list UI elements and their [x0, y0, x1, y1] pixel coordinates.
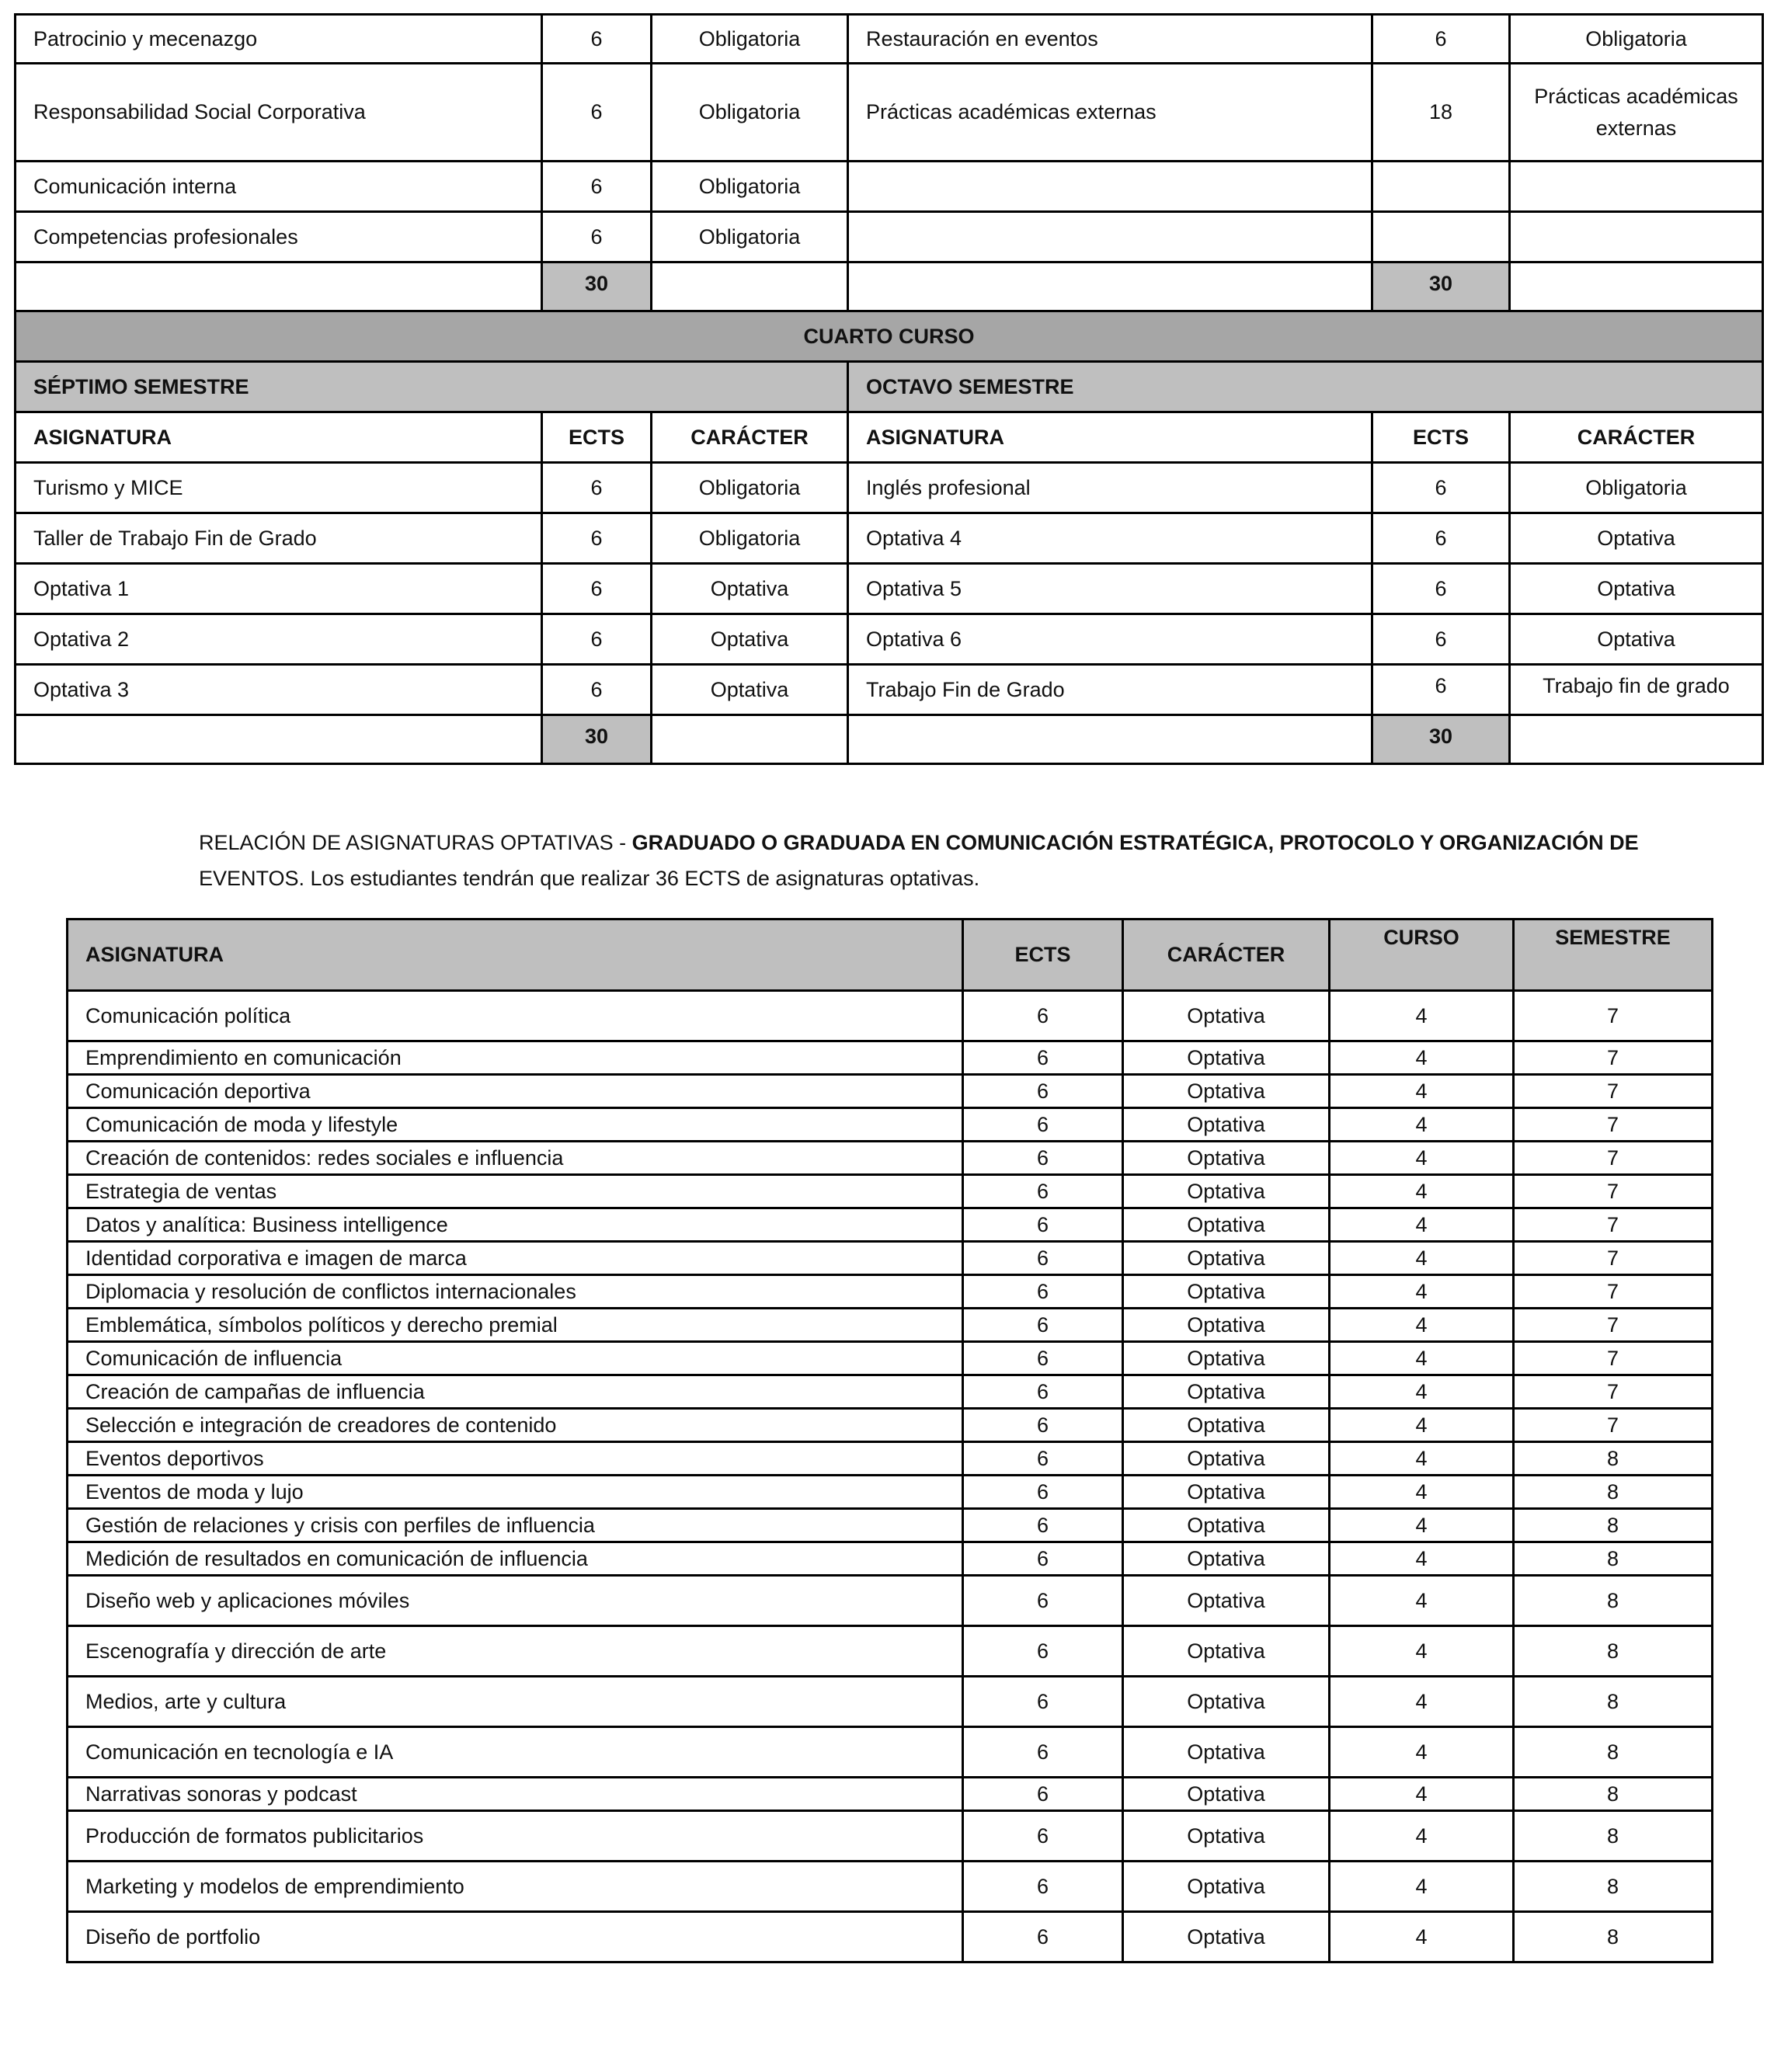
subject-name: Gestión de relaciones y crisis con perfiles de influencia: [68, 1509, 963, 1542]
curso-value: 4: [1330, 1309, 1514, 1342]
semester-header-row: [16, 362, 1763, 412]
character-value: Optativa: [1123, 1275, 1330, 1309]
header-asignatura: ASIGNATURA: [848, 412, 1372, 463]
subject-name: Creación de contenidos: redes sociales e influencia: [68, 1142, 963, 1175]
semestre-value: 8: [1514, 1542, 1713, 1576]
ects-value: 6: [963, 1275, 1123, 1309]
subject-name: Trabajo Fin de Grado: [848, 665, 1372, 715]
character-value: Obligatoria: [1510, 15, 1763, 64]
ects-value: 6: [542, 15, 652, 64]
ects-value: 6: [963, 1626, 1123, 1677]
character-value: Optativa: [1123, 1542, 1330, 1576]
ects-value: 6: [1372, 15, 1510, 64]
table-row: [68, 1476, 1713, 1509]
character-value: Optativa: [652, 665, 848, 715]
character-value: Optativa: [1123, 991, 1330, 1041]
subject-name: Comunicación interna: [16, 162, 542, 212]
study-plan-table: [14, 13, 1764, 765]
table-row: [16, 665, 1763, 715]
header-caracter: CARÁCTER: [1510, 412, 1763, 463]
subject-name: Escenografía y dirección de arte: [68, 1626, 963, 1677]
character-value: Optativa: [1123, 1476, 1330, 1509]
table-row: [16, 463, 1763, 513]
character-value: Obligatoria: [652, 212, 848, 262]
intro-note: EVENTOS. Los estudiantes tendrán que realizar 36 ECTS de asignaturas optativas.: [199, 867, 980, 890]
ects-value: 6: [542, 564, 652, 614]
subject-name: Estrategia de ventas: [68, 1175, 963, 1208]
semestre-value: 8: [1514, 1778, 1713, 1811]
character-value: Optativa: [1123, 1309, 1330, 1342]
ects-total: 30: [1372, 262, 1510, 311]
table-row: [68, 1626, 1713, 1677]
curso-value: 4: [1330, 1075, 1514, 1108]
subject-name: Comunicación en tecnología e IA: [68, 1727, 963, 1778]
empty-cell: [848, 262, 1372, 311]
column-header-row: [16, 412, 1763, 463]
column-header-row: [68, 920, 1713, 991]
character-value: Obligatoria: [652, 64, 848, 162]
curso-value: 4: [1330, 1275, 1514, 1309]
ects-value: 6: [963, 1509, 1123, 1542]
semestre-value: 7: [1514, 991, 1713, 1041]
subject-name: Inglés profesional: [848, 463, 1372, 513]
semestre-value: 8: [1514, 1727, 1713, 1778]
table-row: [68, 1208, 1713, 1242]
intro-degree-name: GRADUADO O GRADUADA EN COMUNICACIÓN ESTRATÉGICA, PROTOCOLO Y ORGANIZACIÓN DE: [631, 831, 1639, 854]
semestre-value: 7: [1514, 1075, 1713, 1108]
table-row: [16, 15, 1763, 64]
ects-value: 6: [963, 1108, 1123, 1142]
semestre-value: 8: [1514, 1811, 1713, 1862]
subject-name: Optativa 6: [848, 614, 1372, 665]
subject-name: Comunicación política: [68, 991, 963, 1041]
curso-value: 4: [1330, 1727, 1514, 1778]
character-value: Optativa: [1123, 1108, 1330, 1142]
header-caracter: CARÁCTER: [1123, 920, 1330, 991]
table-row: [68, 1862, 1713, 1912]
ects-value: 6: [542, 614, 652, 665]
ects-value: [1372, 162, 1510, 212]
character-value: Trabajo fin de grado: [1510, 665, 1763, 715]
character-value: Optativa: [1123, 1442, 1330, 1476]
header-curso: CURSO: [1330, 920, 1514, 991]
curso-value: 4: [1330, 1208, 1514, 1242]
semestre-value: 8: [1514, 1576, 1713, 1626]
character-value: Optativa: [1123, 1242, 1330, 1275]
subject-name: Optativa 2: [16, 614, 542, 665]
subject-name: Prácticas académicas externas: [848, 64, 1372, 162]
semestre-value: 7: [1514, 1175, 1713, 1208]
subject-name: Emprendimiento en comunicación: [68, 1041, 963, 1075]
ects-value: 6: [963, 1677, 1123, 1727]
table-row: [68, 1275, 1713, 1309]
ects-value: 6: [1372, 463, 1510, 513]
empty-cell: [652, 262, 848, 311]
semestre-value: 8: [1514, 1509, 1713, 1542]
ects-value: 6: [963, 1778, 1123, 1811]
ects-value: 6: [542, 513, 652, 564]
subject-name: Identidad corporativa e imagen de marca: [68, 1242, 963, 1275]
character-value: Prácticas académicas externas: [1510, 64, 1763, 162]
empty-cell: [652, 715, 848, 764]
character-value: Optativa: [1123, 1626, 1330, 1677]
subject-name: Optativa 5: [848, 564, 1372, 614]
table-row: [68, 991, 1713, 1041]
table-row: [68, 1175, 1713, 1208]
ects-value: 6: [963, 1442, 1123, 1476]
character-value: [1510, 212, 1763, 262]
curso-value: 4: [1330, 1509, 1514, 1542]
subject-name: [848, 162, 1372, 212]
character-value: Optativa: [1123, 1576, 1330, 1626]
year-header-row: [16, 311, 1763, 362]
semestre-value: 7: [1514, 1041, 1713, 1075]
curso-value: 4: [1330, 1542, 1514, 1576]
curso-value: 4: [1330, 1409, 1514, 1442]
ects-value: 6: [1372, 614, 1510, 665]
table-row: [68, 1811, 1713, 1862]
subject-name: Taller de Trabajo Fin de Grado: [16, 513, 542, 564]
empty-cell: [848, 715, 1372, 764]
curso-value: 4: [1330, 1242, 1514, 1275]
character-value: Optativa: [1510, 513, 1763, 564]
character-value: Optativa: [1510, 564, 1763, 614]
table-row: [68, 1912, 1713, 1962]
ects-value: 6: [1372, 665, 1510, 715]
table-row: [16, 212, 1763, 262]
subject-name: Diseño web y aplicaciones móviles: [68, 1576, 963, 1626]
semestre-value: 7: [1514, 1142, 1713, 1175]
semestre-value: 7: [1514, 1409, 1713, 1442]
header-asignatura: ASIGNATURA: [68, 920, 963, 991]
header-caracter: CARÁCTER: [652, 412, 848, 463]
ects-value: 6: [963, 1576, 1123, 1626]
subject-name: Eventos de moda y lujo: [68, 1476, 963, 1509]
optional-subjects-intro: [199, 825, 1713, 896]
semestre-value: 7: [1514, 1342, 1713, 1375]
character-value: Optativa: [1123, 1041, 1330, 1075]
curso-value: 4: [1330, 1677, 1514, 1727]
ects-total: 30: [542, 262, 652, 311]
semestre-value: 8: [1514, 1912, 1713, 1962]
table-row: [68, 1309, 1713, 1342]
subject-name: Optativa 4: [848, 513, 1372, 564]
semestre-value: 8: [1514, 1862, 1713, 1912]
semestre-value: 7: [1514, 1309, 1713, 1342]
table-row: [68, 1778, 1713, 1811]
ects-total: 30: [542, 715, 652, 764]
character-value: Optativa: [1123, 1142, 1330, 1175]
character-value: Obligatoria: [1510, 463, 1763, 513]
semestre-value: 8: [1514, 1626, 1713, 1677]
subject-name: Optativa 3: [16, 665, 542, 715]
ects-value: 6: [542, 162, 652, 212]
semester-left-title: SÉPTIMO SEMESTRE: [16, 362, 848, 412]
ects-value: 6: [963, 1041, 1123, 1075]
curso-value: 4: [1330, 1175, 1514, 1208]
subject-name: Marketing y modelos de emprendimiento: [68, 1862, 963, 1912]
table-row: [68, 1075, 1713, 1108]
subject-name: Restauración en eventos: [848, 15, 1372, 64]
ects-value: 6: [963, 1309, 1123, 1342]
character-value: Optativa: [1123, 1208, 1330, 1242]
semester-right-title: OCTAVO SEMESTRE: [848, 362, 1763, 412]
subject-name: Producción de formatos publicitarios: [68, 1811, 963, 1862]
character-value: Optativa: [652, 614, 848, 665]
table-row: [16, 614, 1763, 665]
character-value: Optativa: [1123, 1342, 1330, 1375]
ects-value: 6: [963, 1409, 1123, 1442]
ects-value: 6: [542, 212, 652, 262]
header-ects: ECTS: [1372, 412, 1510, 463]
table-row: [16, 162, 1763, 212]
curso-value: 4: [1330, 1912, 1514, 1962]
subject-name: Optativa 1: [16, 564, 542, 614]
subject-name: Patrocinio y mecenazgo: [16, 15, 542, 64]
subject-name: Responsabilidad Social Corporativa: [16, 64, 542, 162]
subject-name: Emblemática, símbolos políticos y derecho premial: [68, 1309, 963, 1342]
table-row: [68, 1409, 1713, 1442]
ects-value: 6: [963, 1342, 1123, 1375]
table-row: [68, 1342, 1713, 1375]
curso-value: 4: [1330, 1778, 1514, 1811]
semestre-value: 7: [1514, 1275, 1713, 1309]
curso-value: 4: [1330, 1862, 1514, 1912]
subject-name: Comunicación de moda y lifestyle: [68, 1108, 963, 1142]
curso-value: 4: [1330, 1626, 1514, 1677]
table-row: [68, 1041, 1713, 1075]
curso-value: 4: [1330, 1108, 1514, 1142]
ects-value: 6: [963, 1242, 1123, 1275]
table-row: [68, 1677, 1713, 1727]
ects-value: 6: [542, 463, 652, 513]
ects-value: 6: [963, 1912, 1123, 1962]
subject-name: Medios, arte y cultura: [68, 1677, 963, 1727]
table-row: [68, 1576, 1713, 1626]
subject-name: Competencias profesionales: [16, 212, 542, 262]
ects-value: 6: [963, 1727, 1123, 1778]
character-value: Optativa: [1510, 614, 1763, 665]
semestre-value: 7: [1514, 1208, 1713, 1242]
character-value: Optativa: [1123, 1175, 1330, 1208]
table-row: [68, 1375, 1713, 1409]
character-value: Optativa: [652, 564, 848, 614]
character-value: Optativa: [1123, 1862, 1330, 1912]
table-row: [68, 1727, 1713, 1778]
subject-name: Eventos deportivos: [68, 1442, 963, 1476]
character-value: Optativa: [1123, 1509, 1330, 1542]
subject-name: Comunicación deportiva: [68, 1075, 963, 1108]
ects-value: 18: [1372, 64, 1510, 162]
subject-name: Datos y analítica: Business intelligence: [68, 1208, 963, 1242]
ects-value: 6: [963, 1075, 1123, 1108]
table-row: [68, 1108, 1713, 1142]
ects-value: 6: [963, 991, 1123, 1041]
ects-value: 6: [963, 1862, 1123, 1912]
curso-value: 4: [1330, 1576, 1514, 1626]
ects-total: 30: [1372, 715, 1510, 764]
ects-value: [1372, 212, 1510, 262]
table-row: [16, 564, 1763, 614]
semestre-value: 7: [1514, 1242, 1713, 1275]
character-value: Optativa: [1123, 1677, 1330, 1727]
character-value: Obligatoria: [652, 15, 848, 64]
empty-cell: [1510, 715, 1763, 764]
table-row: [68, 1442, 1713, 1476]
year-title: CUARTO CURSO: [16, 311, 1763, 362]
character-value: Optativa: [1123, 1727, 1330, 1778]
ects-value: 6: [963, 1208, 1123, 1242]
empty-cell: [16, 715, 542, 764]
subject-name: Narrativas sonoras y podcast: [68, 1778, 963, 1811]
subject-name: Selección e integración de creadores de contenido: [68, 1409, 963, 1442]
character-value: Optativa: [1123, 1409, 1330, 1442]
character-value: Optativa: [1123, 1075, 1330, 1108]
ects-value: 6: [542, 665, 652, 715]
character-value: Optativa: [1123, 1375, 1330, 1409]
semestre-value: 8: [1514, 1442, 1713, 1476]
subject-name: Diplomacia y resolución de conflictos internacionales: [68, 1275, 963, 1309]
semestre-value: 8: [1514, 1476, 1713, 1509]
curso-value: 4: [1330, 1442, 1514, 1476]
ects-value: 6: [963, 1175, 1123, 1208]
curso-value: 4: [1330, 991, 1514, 1041]
curso-value: 4: [1330, 1811, 1514, 1862]
character-value: Obligatoria: [652, 162, 848, 212]
character-value: [1510, 162, 1763, 212]
subject-name: Diseño de portfolio: [68, 1912, 963, 1962]
table-row: [16, 513, 1763, 564]
ects-value: 6: [1372, 513, 1510, 564]
character-value: Obligatoria: [652, 513, 848, 564]
total-row: [16, 715, 1763, 764]
ects-value: 6: [542, 64, 652, 162]
table-row: [68, 1542, 1713, 1576]
header-semestre: SEMESTRE: [1514, 920, 1713, 991]
curso-value: 4: [1330, 1041, 1514, 1075]
subject-name: Comunicación de influencia: [68, 1342, 963, 1375]
semestre-value: 7: [1514, 1108, 1713, 1142]
subject-name: Turismo y MICE: [16, 463, 542, 513]
character-value: Optativa: [1123, 1811, 1330, 1862]
table-row: [68, 1142, 1713, 1175]
header-ects: ECTS: [963, 920, 1123, 991]
curso-value: 4: [1330, 1342, 1514, 1375]
table-row: [68, 1242, 1713, 1275]
ects-value: 6: [963, 1476, 1123, 1509]
character-value: Optativa: [1123, 1912, 1330, 1962]
header-asignatura: ASIGNATURA: [16, 412, 542, 463]
ects-value: 6: [963, 1542, 1123, 1576]
optional-subjects-table: [66, 918, 1713, 1963]
intro-label: RELACIÓN DE ASIGNATURAS OPTATIVAS -: [199, 831, 632, 854]
curso-value: 4: [1330, 1142, 1514, 1175]
semestre-value: 8: [1514, 1677, 1713, 1727]
subject-name: Medición de resultados en comunicación de influencia: [68, 1542, 963, 1576]
ects-value: 6: [1372, 564, 1510, 614]
curso-value: 4: [1330, 1476, 1514, 1509]
ects-value: 6: [963, 1142, 1123, 1175]
header-ects: ECTS: [542, 412, 652, 463]
curso-value: 4: [1330, 1375, 1514, 1409]
ects-value: 6: [963, 1811, 1123, 1862]
character-value: Optativa: [1123, 1778, 1330, 1811]
subject-name: [848, 212, 1372, 262]
table-row: [16, 64, 1763, 162]
empty-cell: [16, 262, 542, 311]
ects-value: 6: [963, 1375, 1123, 1409]
total-row: [16, 262, 1763, 311]
subject-name: Creación de campañas de influencia: [68, 1375, 963, 1409]
empty-cell: [1510, 262, 1763, 311]
semestre-value: 7: [1514, 1375, 1713, 1409]
table-row: [68, 1509, 1713, 1542]
character-value: Obligatoria: [652, 463, 848, 513]
